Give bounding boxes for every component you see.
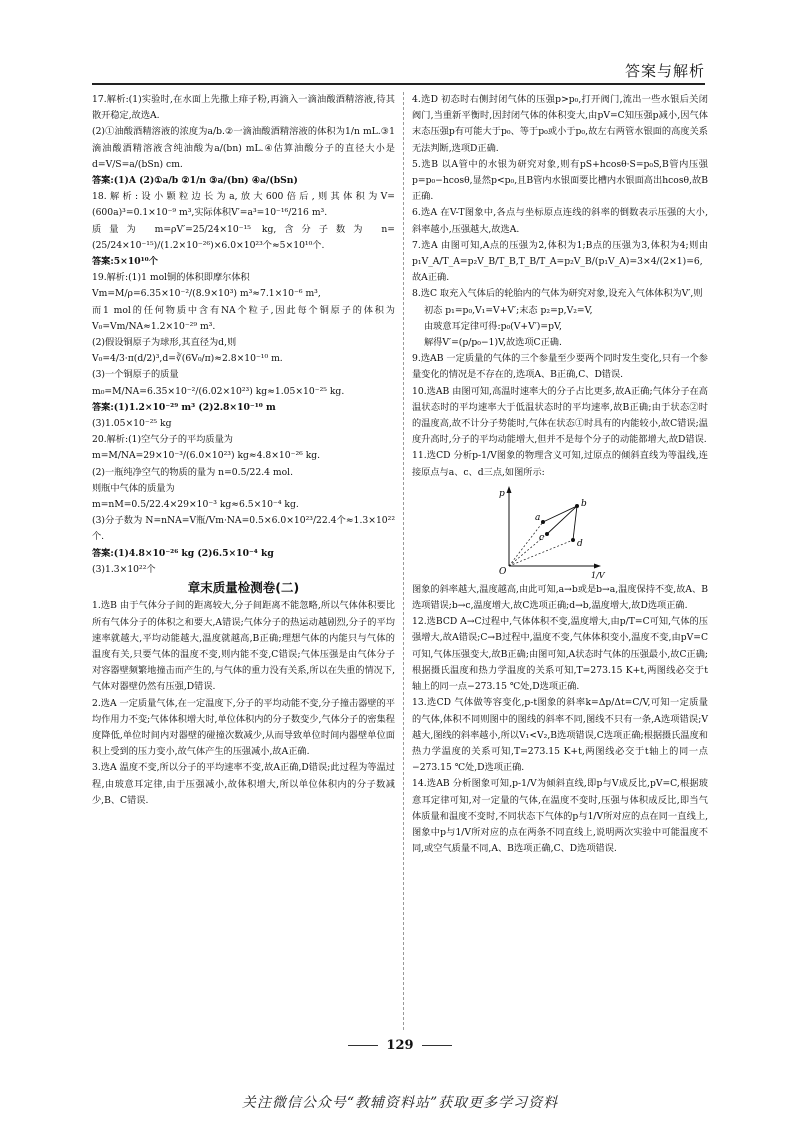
paragraph: 18.解析:设小颗粒边长为a,放大600倍后,则其体积为V=(600a)³=0.1×10⁻⁹ m³,实际体积V′=a³=10⁻¹⁶/216 m³. <box>92 191 395 219</box>
segment-d-b <box>573 506 577 540</box>
point-b-label: b <box>581 498 587 509</box>
y-axis-arrow <box>507 486 512 493</box>
right-column <box>412 92 708 857</box>
column-divider <box>403 92 404 1030</box>
formula-line: V₀=4/3·π(d/2)³,d=∛(6V₀/π)≈2.8×10⁻¹⁰ m. <box>92 353 283 365</box>
origin-label: O <box>499 566 507 577</box>
point-c-label: c <box>539 532 545 543</box>
paragraph: 3.选A 温度不变,所以分子的平均速率不变,故A正确,D错误;此过程为等温过程,由玻意耳定律,由于压强减小,故体积增大,所以单位体积内的分子数减少,B、C错误. <box>92 762 395 806</box>
formula-line: Vm=M/ρ=6.35×10⁻²/(8.9×10³) m³≈7.1×10⁻⁶ m³, <box>92 288 321 300</box>
formula-line: 初态 p₁=p₀,V₁=V+V′;末态 p₂=p,V₂=V, <box>424 304 593 316</box>
paragraph: 而1 mol的任何物质中含有NA个粒子,因此每个铜原子的体积为V₀=Vm/NA≈1.2×10⁻²⁹ m³. <box>92 304 395 332</box>
point-d-label: d <box>577 538 583 549</box>
paragraph: 6.选A 在V-T图象中,各点与坐标原点连线的斜率的倒数表示压强的大小,斜率越小,压强越大,故选A. <box>412 207 708 235</box>
line-to-d <box>509 540 573 566</box>
header-rule <box>92 83 705 85</box>
page-number-dash-left <box>348 1045 378 1046</box>
formula-line: m=nM=0.5/22.4×29×10⁻³ kg≈6.5×10⁻⁴ kg. <box>92 499 299 511</box>
header-title: 答案与解析 <box>624 62 705 80</box>
section-title: 章末质量检测卷(二) <box>187 580 300 596</box>
segment-c-b <box>547 506 577 534</box>
paragraph: 5.选B 以A管中的水银为研究对象,则有pS+hcosθ·S=p₀S,B管内压强p=p₀−hcosθ,显然p<p₀,且B管内水银面要比槽内水银面高出hcosθ,故B正确. <box>412 158 708 203</box>
paragraph: 14.选AB 分析图象可知,p-1/V为倾斜直线,即p与V成反比,pV=C,根据玻意耳定律可知,对一定量的气体,在温度不变时,压强与体积成反比,即当气体质量和温度不变时,不同状态下气体的p与1/V所对应的点在同一直线上,图象中p与1/V所对应的点在两条不同直线上,说明两次实验中可能温度不同,或空气质量不同,A、B选项正确,C、D选项错误. <box>412 778 708 855</box>
line-to-a <box>509 522 543 566</box>
paragraph: 4.选D 初态时右侧封闭气体的压强p>p₀,打开阀门,流出一些水银后关闭阀门,当重新平衡时,因封闭气体的体积变大,由pV=C知压强p减小,因气体末态压强p有可能大于p₀、等于p₀或小于p₀,故左右两管水银面的高度关系无法判断,选项D正确. <box>412 94 708 154</box>
paragraph: (3)分子数为 N=nNA=V瓶/Vm·NA=0.5×6.0×10²³/22.4个≈1.3×10²²个. <box>92 515 395 543</box>
formula-line: m₀=M/NA=6.35×10⁻²/(6.02×10²³) kg≈1.05×10⁻²⁵ kg. <box>92 385 345 397</box>
paragraph: (2)一瓶纯净空气的物质的量为 n=0.5/22.4 mol. <box>92 466 293 478</box>
answer-line: (3)1.3×10²²个 <box>92 563 156 575</box>
paragraph: 10.选AB 由图可知,高温时速率大的分子占比更多,故A正确;气体分子在高温状态时的平均速率大于低温状态时的平均速率,故B正确;由于状态②时的温度高,故不计分子势能时,气体在状态①时具有的内能较小,故C错误;温度升高时,分子的平均动能增大,但并不是每个分子的动能都增大,故D错误. <box>412 385 708 446</box>
paragraph: 图象的斜率越大,温度越高,由此可知,a→b或是b→a,温度保持不变,故A、B选项错误;b→c,温度增大,故C选项正确;d→b,温度增大,故D选项正确. <box>412 583 708 612</box>
paragraph: 13.选CD 气体做等容变化,p-t图象的斜率k=Δp/Δt=C/V,可知一定质量的气体,体积不同则图中的图线的斜率不同,图线不只有一条,A选项错误;V越大,图线的斜率越小,所以V₁<V₂,B选项错误,C选项正确;根据摄氏温度和热力学温度的关系可知,T=273.15 K+t,两图线必交于t轴上的同一点−273.15 ℃处,D选项正确. <box>412 697 708 774</box>
paragraph: 则瓶中气体的质量为 <box>92 482 175 494</box>
point-a <box>541 520 545 524</box>
left-column <box>92 92 395 809</box>
formula-line: m=M/NA=29×10⁻³/(6.0×10²³) kg≈4.8×10⁻²⁶ kg. <box>92 450 321 462</box>
point-b <box>575 504 579 508</box>
formula-line: 解得V′=(p/p₀−1)V,故选项C正确. <box>424 337 562 349</box>
paragraph: 9.选AB 一定质量的气体的三个参量至少要两个同时发生变化,只有一个参量变化的情况是不存在的,选项A、B正确,C、D错误. <box>412 353 708 381</box>
answer-line: (3)1.05×10⁻²⁵ kg <box>92 418 172 430</box>
paragraph: 7.选A 由图可知,A点的压强为2,体积为1;B点的压强为3,体积为4;则由p₁V_A/T_A=p₂V_B/T_B,T_B/T_A=p₂V_B/(p₁V_A)=3×4/(2×1)=6,故A正确. <box>412 239 708 284</box>
x-axis-label: 1/V <box>591 570 605 579</box>
point-c <box>545 532 549 536</box>
paragraph: 12.选BCD A→C过程中,气体体积不变,温度增大,由p/T=C可知,气体的压强增大,故A错误;C→B过程中,温度不变,气体体积变小,温度不变,由pV=C可知,气体压强变大,故B正确;由图可知,A状态时气体的压强最小,故C正确;根据摄氏温度和热力学温度的关系可知,T=273.15 K+t,两图线必交于t轴上的同一点−273.15 ℃处,D选项正确. <box>412 616 708 693</box>
answer-line: 答案:(1)A (2)①a/b ②1/n ③a/(bn) ④a/(bSn) <box>92 175 298 187</box>
paragraph: 1.选B 由于气体分子间的距离较大,分子间距离不能忽略,所以气体体积要比所有气体分子的体积之和要大,A错误;气体分子的热运动越剧烈,分子的平均速率就越大,平均动能越大,温度就越高,B正确;理想气体的内能只与气体的温度有关,只要气体的温度不变,则内能不变,C错误;气体压强是由气体分子对容器壁频繁地撞击而产生的,与气体的重力没有关系,所以在失重的情况下,气体对器壁仍然有压强,D错误. <box>92 600 395 693</box>
paragraph: 2.选A 一定质量气体,在一定温度下,分子的平均动能不变,分子撞击器壁的平均作用力不变;气体体积增大时,单位体积内的分子数变少,气体分子的密集程度降低,单位时间内对器壁的碰撞次数减少,从而导致单位时间内器壁单位面积上受到的压力变小,故气体产生的压强减小,故A正确. <box>92 697 395 758</box>
answer-line: 答案:(1)4.8×10⁻²⁶ kg (2)6.5×10⁻⁴ kg <box>92 547 274 559</box>
paragraph: 19.解析:(1)1 mol铜的体积即摩尔体积 <box>92 272 250 284</box>
paragraph: 8.选C 取充入气体后的轮胎内的气体为研究对象,设充入气体体积为V′,则 <box>412 288 703 300</box>
answer-line: 答案:5×10¹⁰个 <box>92 256 158 268</box>
answer-line: 答案:(1)1.2×10⁻²⁹ m³ (2)2.8×10⁻¹⁰ m <box>92 401 276 413</box>
formula-line: 由玻意耳定律可得:p₀(V+V′)=pV, <box>424 320 562 332</box>
point-a-label: a <box>535 512 541 523</box>
paragraph: (2)①油酸酒精溶液的浓度为a/b.②一滴油酸酒精溶液的体积为1/n mL.③1滴油酸酒精溶液含纯油酸为a/(bn) mL.④估算油酸分子的直径大小是d=V/S=a/(bSn) cm. <box>92 126 395 170</box>
page-number-dash-right <box>422 1045 452 1046</box>
footer-note: 关注微信公众号“教辅资料站”获取更多学习资料 <box>241 1095 559 1111</box>
paragraph: 20.解析:(1)空气分子的平均质量为 <box>92 434 233 446</box>
y-axis-label: p <box>499 488 505 499</box>
paragraph: (2)假设铜原子为球形,其直径为d,则 <box>92 337 237 349</box>
segment-a-b <box>543 506 577 522</box>
paragraph: 11.选CD 分析p-1/V图象的物理含义可知,过原点的倾斜直线为等温线,连接原点与a、c、d三点,如图所示: <box>412 450 708 478</box>
page-number <box>0 1038 800 1053</box>
paragraph: 17.解析:(1)实验时,在水面上先撒上痱子粉,再滴入一滴油酸酒精溶液,待其散开稳定,故选A. <box>92 94 395 122</box>
point-d <box>571 538 575 542</box>
paragraph: 质量为 m=ρV′=25/24×10⁻¹⁵ kg,含分子数为 n=(25/24×10⁻¹⁵)/(1.2×10⁻²⁶)×6.0×10²³个≈5×10¹⁰个. <box>92 223 395 251</box>
p-1-over-v-figure <box>497 484 607 579</box>
page-number-text: 129 <box>386 1038 414 1053</box>
x-axis-arrow <box>594 563 601 568</box>
paragraph: (3)一个铜原子的质量 <box>92 369 179 381</box>
